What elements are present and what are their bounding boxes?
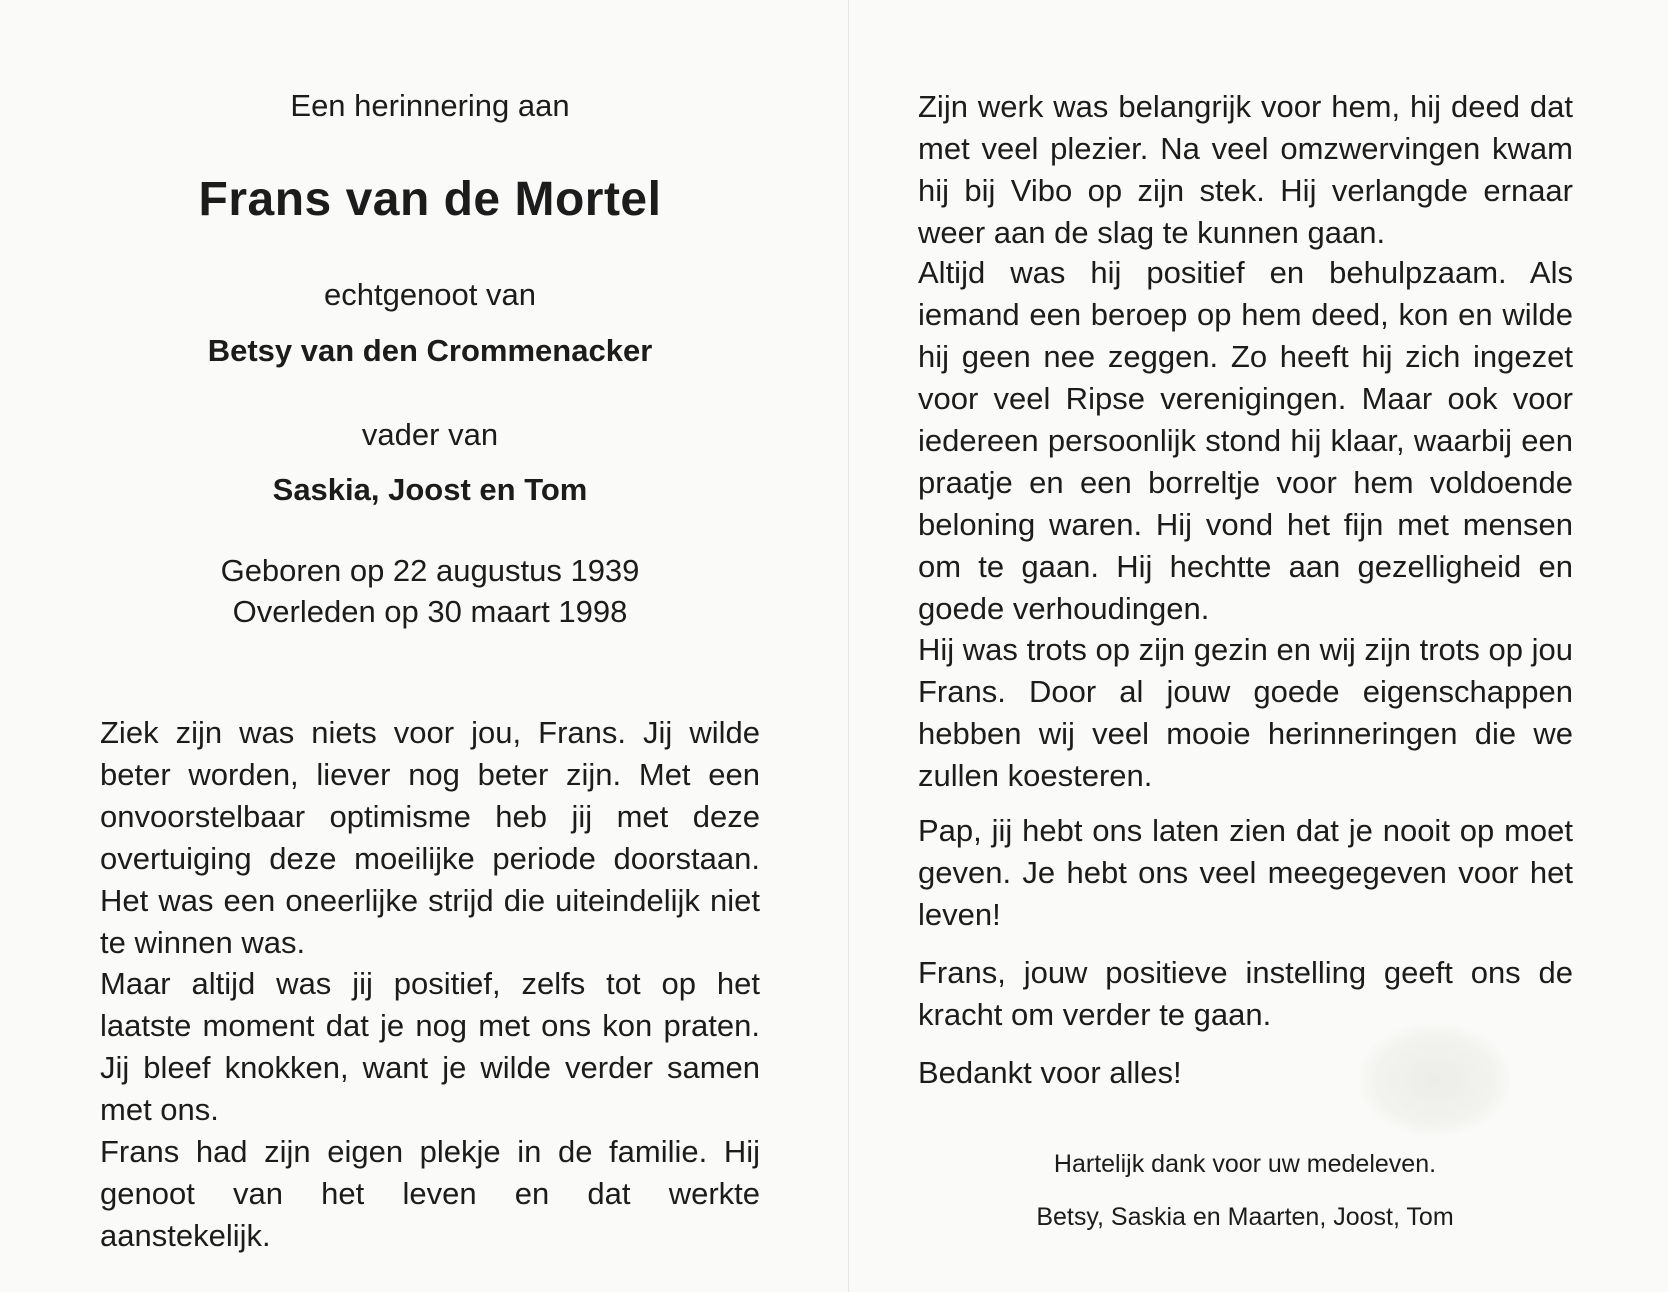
right-paragraph: Altijd was hij positief en behulpzaam. Als iemand een beroep op hem deed, kon en wilde hij geen nee zeggen. Zo heeft hij zich ingezet voor veel Ripse verenigingen. Maar ook voor iedereen persoonlijk stond hij klaar, waarbij een praatje en een borreltje voor hem voldoende beloning waren. Hij vond het fijn met mensen om te gaan. Hij hechtte aan gezelligheid en goede verhoudingen. [918, 255, 1573, 626]
birth-date: Geboren op 22 augustus 1939 [220, 553, 640, 588]
paper-smudge [1360, 1025, 1510, 1135]
family-signature: Betsy, Saskia en Maarten, Joost, Tom [1036, 1203, 1454, 1231]
children-names: Saskia, Joost en Tom [272, 472, 588, 507]
left-paragraph: Maar altijd was jij positief, zelfs tot op het laatste moment dat je nog met ons kon praten. Jij bleef knokken, want je wilde verder samen met ons. [100, 966, 760, 1127]
intro-text: Een herinnering aan [290, 88, 570, 123]
right-paragraph: Frans, jouw positieve instelling geeft ons de kracht om verder te gaan. [918, 955, 1573, 1032]
closing-line: Bedankt voor alles! [918, 1055, 1182, 1090]
right-paragraph: Pap, jij hebt ons laten zien dat je nooit op moet geven. Je hebt ons veel meegegeven voor het leven! [918, 813, 1573, 932]
deceased-name: Frans van de Mortel [198, 173, 662, 226]
spouse-name: Betsy van den Crommenacker [207, 333, 653, 368]
relation-children: vader van [361, 417, 499, 452]
right-paragraph: Hij was trots op zijn gezin en wij zijn trots op jou Frans. Door al jouw goede eigenschappen hebben wij veel mooie herinneringen die we zullen koesteren. [918, 632, 1573, 793]
right-paragraph: Zijn werk was belangrijk voor hem, hij deed dat met veel plezier. Na veel omzwervingen kwam hij bij Vibo op zijn stek. Hij verlangde ernaar weer aan de slag te kunnen gaan. [918, 89, 1573, 250]
left-paragraph: Frans had zijn eigen plekje in de familie. Hij genoot van het leven en dat werkte aanstekelijk. [100, 1134, 760, 1253]
left-paragraph: Ziek zijn was niets voor jou, Frans. Jij wilde beter worden, liever nog beter zijn. Met een onvoorstelbaar optimisme heb jij met deze overtuiging deze moeilijke periode doorstaan. Het was een oneerlijke strijd die uiteindelijk niet te winnen was. [100, 715, 760, 960]
relation-spouse: echtgenoot van [323, 277, 536, 312]
fold-line [848, 0, 849, 1292]
thanks-text: Hartelijk dank voor uw medeleven. [1053, 1150, 1437, 1178]
death-date: Overleden op 30 maart 1998 [232, 594, 628, 629]
